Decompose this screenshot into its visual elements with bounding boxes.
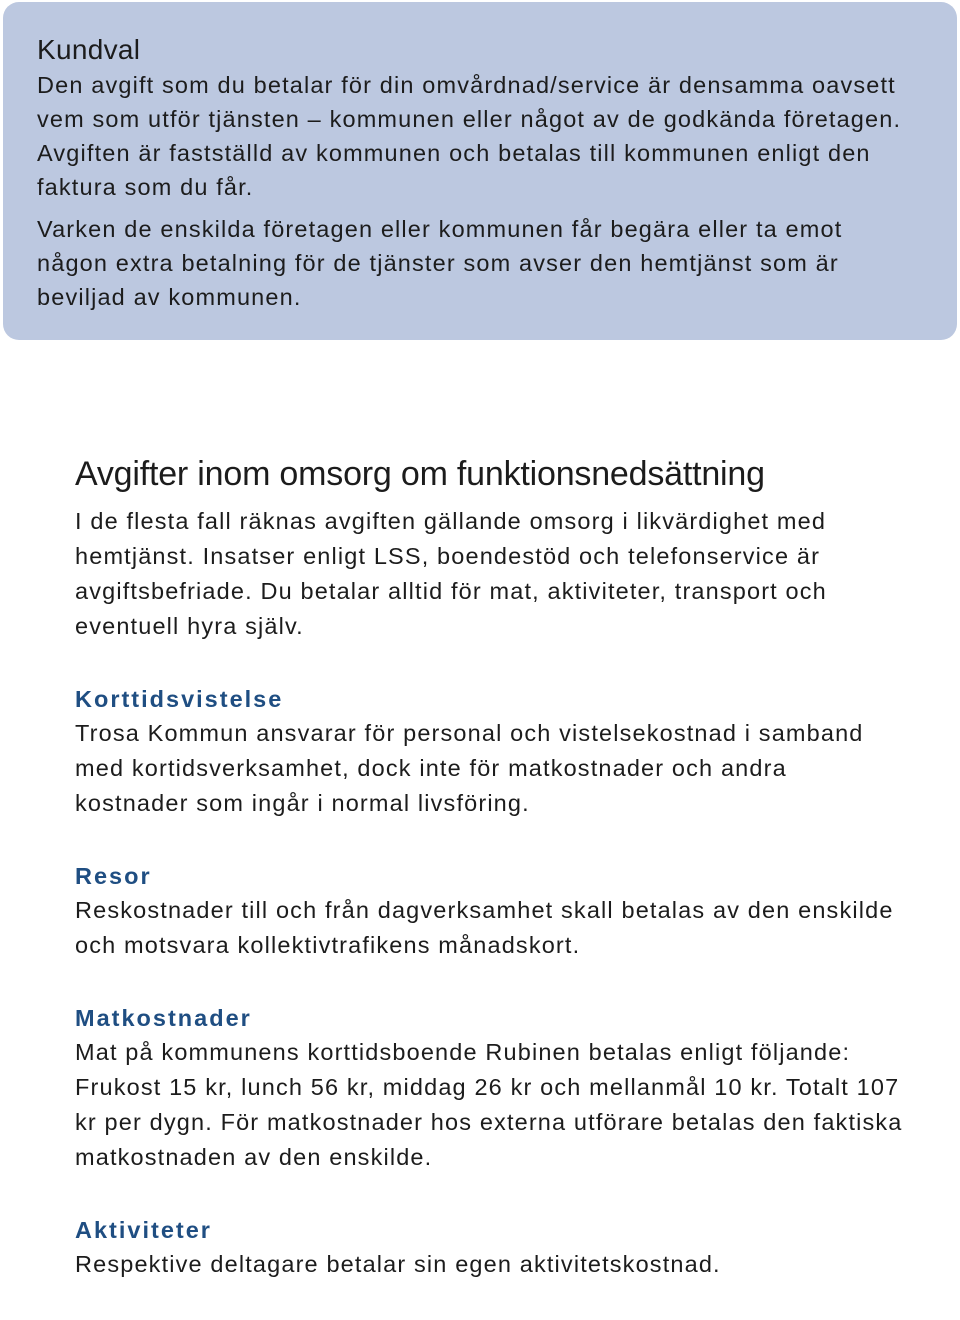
section-text-aktiviteter: Respektive deltagare betalar sin egen aktivitetskostnad. [75,1251,721,1277]
section-heading-matkostnader: Matkostnader [75,1005,252,1031]
box-paragraph: Den avgift som du betalar för din omvårdnad/service är densamma oavsett vem som utför tjänsten – kommunen eller något av de godkända företagen. Avgiften är fastställd av kommunen och betalas till kommunen enligt den faktura som du får. [37,72,902,200]
main-content [75,450,905,1282]
box-title: Kundval [37,34,141,65]
section-text-resor: Reskostnader till och från dagverksamhet skall betalas av den enskilde och motsvara kollektivtrafikens månadskort. [75,897,894,958]
page-title: Avgifter inom omsorg om funktionsnedsättning [75,455,765,493]
section-text-korttidsvistelse: Trosa Kommun ansvarar för personal och vistelsekostnad i samband med kortidsverksamhet, dock inte för matkostnader och andra kostnader som ingår i normal livsföring. [75,720,864,816]
section-heading-resor: Resor [75,863,152,889]
section-heading-aktiviteter: Aktiviteter [75,1217,212,1243]
box-paragraph: Varken de enskilda företagen eller kommunen får begära eller ta emot någon extra betalning för de tjänster som avser den hemtjänst som är beviljad av kommunen. [37,216,843,310]
kundval-info-box [3,2,957,340]
section-heading-korttidsvistelse: Korttidsvistelse [75,686,284,712]
section-text-matkostnader: Mat på kommunens korttidsboende Rubinen betalas enligt följande: Frukost 15 kr, lunch 56 kr, middag 26 kr och mellanmål 10 kr. Totalt 107 kr per dygn. För matkostnader hos externa utförare betalas den faktiska matkostnaden av den enskilde. [75,1039,903,1170]
intro-paragraph: I de flesta fall räknas avgiften gällande omsorg i likvärdighet med hemtjänst. Insatser enligt LSS, boendestöd och telefonservice är avgiftsbefriade. Du betalar alltid för mat, aktiviteter, transport och eventuell hyra själv. [75,508,827,639]
